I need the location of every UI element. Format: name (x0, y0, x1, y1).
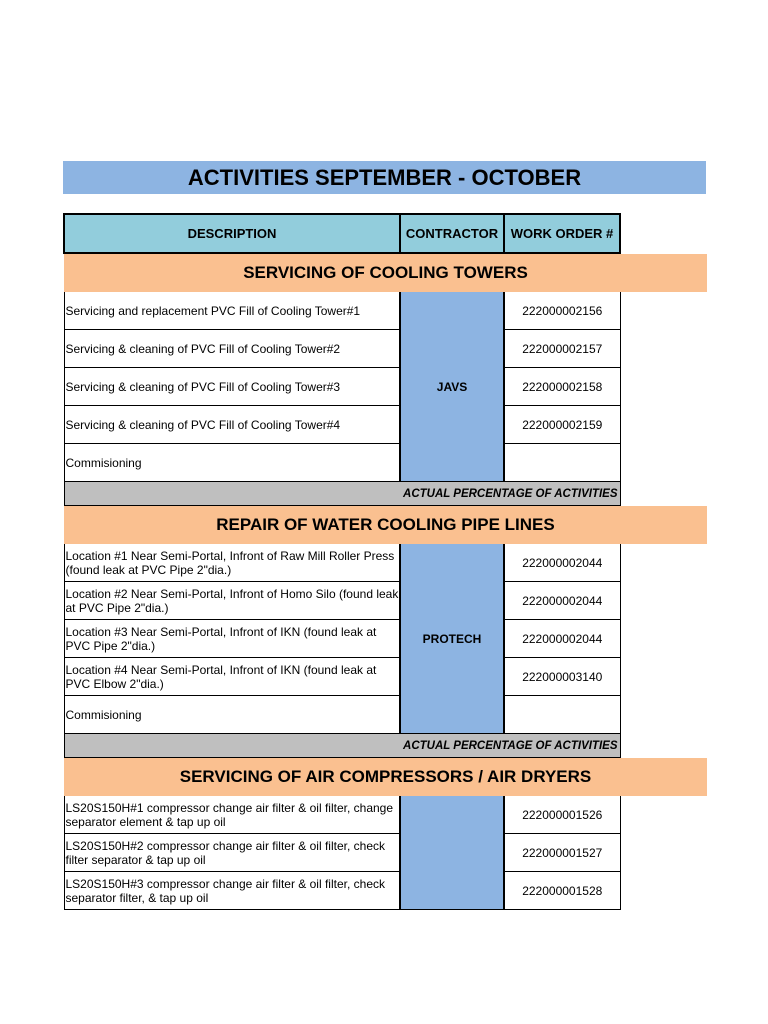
table-row (64, 292, 620, 330)
activity-description: Servicing and replacement PVC Fill of Cooling Tower#1 (64, 292, 400, 330)
activity-description: Location #2 Near Semi-Portal, Infront of Homo Silo (found leak at PVC Pipe 2"dia.) (64, 582, 400, 620)
activity-description: LS20S150H#2 compressor change air filter & oil filter, check filter separator & tap up oil (64, 834, 400, 872)
table-row (64, 834, 620, 872)
table-row (64, 544, 620, 582)
header-row (64, 214, 620, 253)
section-header (64, 506, 620, 544)
percentage-label: ACTUAL PERCENTAGE OF ACTIVITIES (64, 734, 620, 758)
activities-table (63, 213, 621, 910)
table-row (64, 658, 620, 696)
contractor-cell: JAVS (400, 292, 504, 482)
header-work-order: WORK ORDER # (504, 214, 620, 253)
activity-description: Servicing & cleaning of PVC Fill of Cooling Tower#4 (64, 406, 400, 444)
table-row (64, 796, 620, 834)
percentage-row (64, 482, 620, 506)
table-row (64, 368, 620, 406)
header-description: DESCRIPTION (64, 214, 400, 253)
work-order-number: 222000002044 (504, 582, 620, 620)
activity-description: Location #3 Near Semi-Portal, Infront of IKN (found leak at PVC Pipe 2"dia.) (64, 620, 400, 658)
activity-description: Location #1 Near Semi-Portal, Infront of Raw Mill Roller Press (found leak at PVC Pipe 2"dia.) (64, 544, 400, 582)
table-row (64, 872, 620, 910)
section-title: REPAIR OF WATER COOLING PIPE LINES (64, 506, 707, 544)
table-row (64, 330, 620, 368)
activity-description: Commisioning (64, 444, 400, 482)
activity-description: Commisioning (64, 696, 400, 734)
work-order-number (504, 444, 620, 482)
work-order-number: 222000001528 (504, 872, 620, 910)
work-order-number: 222000003140 (504, 658, 620, 696)
activity-description: Servicing & cleaning of PVC Fill of Cooling Tower#3 (64, 368, 400, 406)
activity-description: LS20S150H#3 compressor change air filter & oil filter, check separator filter, & tap up oil (64, 872, 400, 910)
work-order-number: 222000002159 (504, 406, 620, 444)
work-order-number: 222000002157 (504, 330, 620, 368)
activity-description: Location #4 Near Semi-Portal, Infront of IKN (found leak at PVC Elbow 2"dia.) (64, 658, 400, 696)
header-contractor: CONTRACTOR (400, 214, 504, 253)
section-title: SERVICING OF COOLING TOWERS (64, 254, 707, 292)
percentage-label: ACTUAL PERCENTAGE OF ACTIVITIES (64, 482, 620, 506)
activity-description: Servicing & cleaning of PVC Fill of Cooling Tower#2 (64, 330, 400, 368)
table-row (64, 406, 620, 444)
work-order-number (504, 696, 620, 734)
table-row (64, 620, 620, 658)
activity-description: LS20S150H#1 compressor change air filter & oil filter, change separator element & tap up oil (64, 796, 400, 834)
percentage-row (64, 734, 620, 758)
contractor-cell (400, 796, 504, 910)
section-title: SERVICING OF AIR COMPRESSORS / AIR DRYERS (64, 758, 707, 796)
work-order-number: 222000001526 (504, 796, 620, 834)
work-order-number: 222000002044 (504, 620, 620, 658)
table-row (64, 696, 620, 734)
work-order-number: 222000001527 (504, 834, 620, 872)
work-order-number: 222000002156 (504, 292, 620, 330)
work-order-number: 222000002044 (504, 544, 620, 582)
section-header (64, 253, 620, 292)
page-title: ACTIVITIES SEPTEMBER - OCTOBER (63, 161, 706, 194)
table-row (64, 582, 620, 620)
section-header (64, 758, 620, 796)
table-row (64, 444, 620, 482)
contractor-cell: PROTECH (400, 544, 504, 734)
work-order-number: 222000002158 (504, 368, 620, 406)
